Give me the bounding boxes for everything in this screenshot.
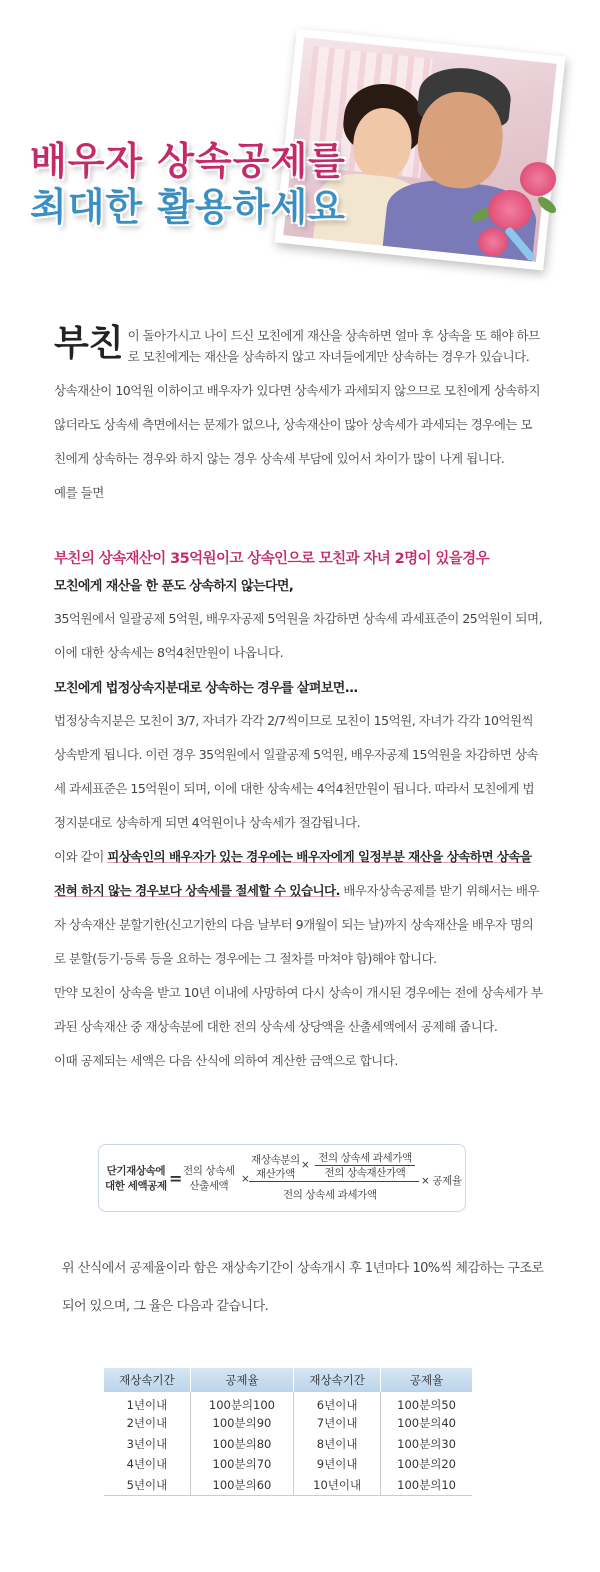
table-cell: 5년이내	[104, 1475, 190, 1496]
intro-line: 상속재산이 10억원 이하이고 배우자가 있다면 상속세가 과세되지 않으므로 모친에게 상속하지	[54, 383, 541, 398]
case-title: 부친의 상속재산이 35억원이고 상속인으로 모친과 자녀 2명이 있을경우	[54, 551, 489, 567]
formula-text: 산출세액	[189, 1180, 229, 1192]
case-line: 과된 상속재산 중 재상속분에 대한 전의 상속세 상당액을 산출세액에서 공제해 줍니다.	[54, 1019, 498, 1034]
column-header: 공제율	[190, 1368, 293, 1392]
column-header: 공제율	[381, 1368, 472, 1392]
column-header: 재상속기간	[104, 1368, 190, 1392]
case-line: 정지분대로 상속하게 되면 4억원이나 상속세가 절감됩니다.	[54, 815, 361, 830]
carnation-icon	[488, 190, 532, 230]
carnation-icon	[520, 162, 556, 196]
intro-line: 않더라도 상속세 측면에서는 문제가 없으나, 상속재산이 많아 상속세가 과세되는 경우에는 모	[54, 417, 533, 432]
formula-text: 대한 세액공제	[105, 1180, 167, 1192]
case-line: 로 분할(등기·등록 등을 요하는 경우에는 그 절차를 마쳐야 함)해야 합니다.	[54, 951, 437, 966]
deduction-formula	[98, 1144, 466, 1212]
formula-left-label	[105, 1164, 167, 1194]
highlight-text: 전혀 하지 않는 경우보다 상속세를 절세할 수 있습니다.	[54, 883, 340, 898]
times-sign: ×	[301, 1159, 310, 1171]
formula-inner-fraction	[313, 1151, 417, 1180]
table-cell: 9년이내	[294, 1454, 381, 1475]
formula-text: 재산가액	[255, 1168, 295, 1180]
table-cell: 1년이내	[104, 1392, 190, 1413]
formula-rate: × 공제율	[421, 1175, 462, 1187]
explanation-line: 위 산식에서 공제율이라 함은 재상속기간이 상속개시 후 1년마다 10%씩 체감하는 구조로	[62, 1261, 544, 1276]
table-cell: 100분의10	[397, 1477, 456, 1492]
case-heading: 모친에게 재산을 한 푼도 상속하지 않는다면,	[54, 579, 294, 594]
case-line: 법정상속지분은 모친이 3/7, 자녀가 각각 2/7씩이므로 모친이 15억원, 자녀가 각각 10억원씩	[54, 713, 534, 728]
table-row	[104, 1454, 472, 1475]
case-line: 이에 대한 상속세는 8억4천만원이 나옵니다.	[54, 645, 284, 660]
table-cell: 100분의20	[397, 1457, 456, 1472]
case-line: 세 과세표준은 15억원이 되며, 이에 대한 상속세는 4억4천만원이 됩니다. 따라서 모친에게 법	[54, 781, 535, 796]
table-cell: 100분의30	[397, 1436, 456, 1451]
case-text: 이와 같이	[54, 849, 108, 864]
highlight-text: 피상속인의 배우자가 있는 경우에는 배우자에게 일정부분 재산을 상속하면 상속을	[107, 849, 532, 864]
intro-paragraph	[54, 322, 554, 510]
case-line	[54, 840, 554, 874]
formula-reinherit	[251, 1153, 300, 1181]
hero-banner	[0, 0, 600, 300]
intro-line: 이 돌아가시고 나이 드신 모친에게 재산을 상속하면 얼마 후 상속을 또 해야 하므	[127, 328, 540, 343]
formula-text: 전의 상속세 과세가액	[318, 1152, 412, 1164]
case-line	[54, 874, 554, 908]
carnation-icon	[478, 228, 508, 256]
deduction-rate-table	[104, 1368, 472, 1496]
formula-text: 전의 상속재산가액	[324, 1167, 406, 1179]
table-cell: 8년이내	[294, 1434, 381, 1455]
table-header-row	[104, 1368, 472, 1392]
case-text: 배우자상속공제를 받기 위해서는 배우	[339, 883, 539, 898]
explanation-line: 되어 있으며, 그 율은 다음과 같습니다.	[62, 1299, 269, 1314]
formula-text: 전의 상속세	[183, 1165, 235, 1177]
formula-denominator: 전의 상속세 과세가액	[283, 1189, 377, 1201]
table-cell: 3년이내	[104, 1434, 190, 1455]
table-row	[104, 1413, 472, 1434]
dropcap: 부친	[54, 323, 124, 364]
article-body	[54, 322, 554, 1078]
table-cell: 100분의40	[397, 1416, 456, 1431]
case-line: 이때 공제되는 세액은 다음 산식에 의하여 계산한 금액으로 합니다.	[54, 1053, 398, 1068]
table-row	[104, 1392, 472, 1413]
case-heading: 모친에게 법정상속지분대로 상속하는 경우를 살펴보면...	[54, 681, 358, 696]
formula-numerator	[249, 1151, 417, 1181]
case-line: 자 상속재산 분할기한(신고기한의 다음 날부터 9개월이 되는 날)까지 상속재산을 배우자 명의	[54, 917, 534, 932]
table-row	[104, 1475, 472, 1496]
table-cell: 2년이내	[104, 1413, 190, 1434]
table-cell: 100분의50	[397, 1398, 456, 1412]
formula-text: 재상속분의	[251, 1154, 300, 1166]
equals-sign: =	[169, 1169, 183, 1188]
case-line: 상속받게 됩니다. 이런 경우 35억원에서 일괄공제 5억원, 배우자공제 15억원을 차감하면 상속	[54, 747, 539, 762]
table-cell: 100분의90	[190, 1413, 293, 1434]
fraction-line	[249, 1181, 419, 1182]
intro-line: 친에게 상속하는 경우와 하지 않는 경우 상속세 부담에 있어서 차이가 많이 나게 됩니다.	[54, 451, 505, 466]
hero-title-line2: 최대한 활용하세요	[30, 185, 346, 229]
table-cell: 10년이내	[294, 1475, 381, 1496]
table-row	[104, 1434, 472, 1455]
table-cell: 100분의80	[190, 1434, 293, 1455]
hero-title	[30, 138, 450, 230]
table-cell: 7년이내	[294, 1413, 381, 1434]
table-cell: 100분의100	[190, 1392, 293, 1413]
times-sign: ×	[241, 1173, 250, 1185]
case-line: 만약 모친이 상속을 받고 10년 이내에 사망하여 다시 상속이 개시된 경우에는 전에 상속세가 부	[54, 985, 543, 1000]
table-cell: 4년이내	[104, 1454, 190, 1475]
hero-title-line1: 배우자 상속공제를	[30, 139, 346, 183]
table-cell: 100분의70	[190, 1454, 293, 1475]
table-cell: 100분의60	[190, 1475, 293, 1496]
intro-line: 예를 들면	[54, 485, 104, 500]
formula-inherit-tax	[183, 1164, 235, 1194]
table-cell: 6년이내	[294, 1392, 381, 1413]
rate-explanation	[62, 1250, 552, 1326]
case-line: 35억원에서 일괄공제 5억원, 배우자공제 5억원을 차감하면 상속세 과세표준이 25억원이 되며,	[54, 611, 543, 626]
column-header: 재상속기간	[294, 1368, 381, 1392]
intro-line: 로 모친에게는 재산을 상속하지 않고 자녀들에게만 상속하는 경우가 있습니다.	[127, 349, 530, 364]
formula-text: 단기재상속에	[106, 1165, 166, 1177]
